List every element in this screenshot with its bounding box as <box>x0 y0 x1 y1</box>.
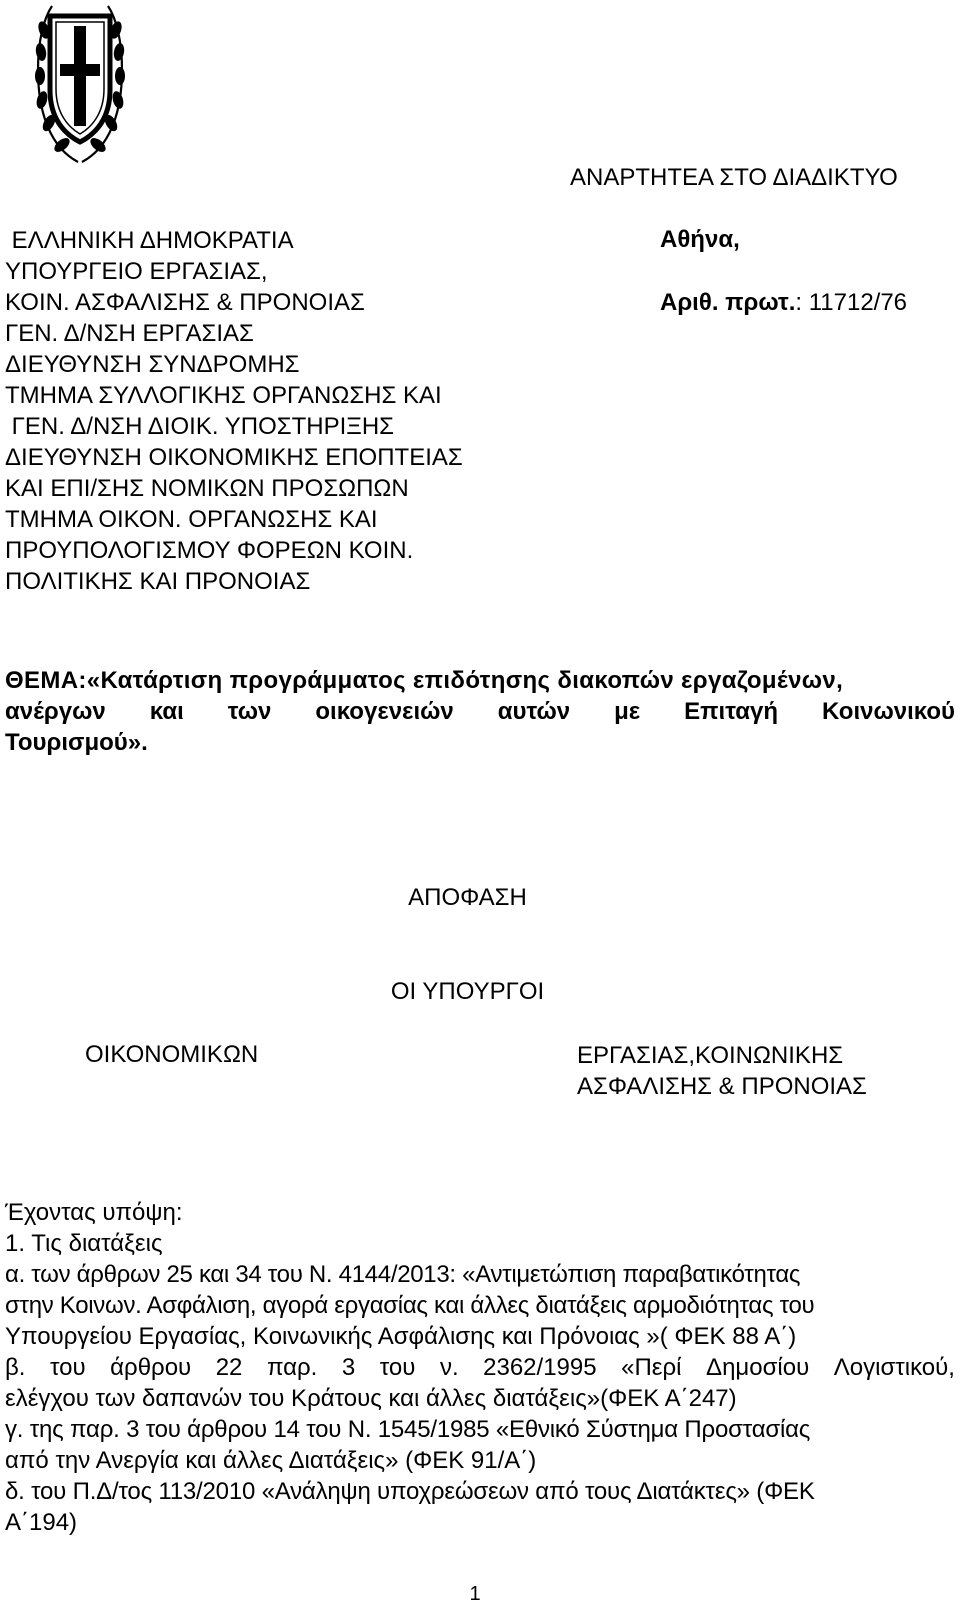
provision-line: α. των άρθρων 25 και 34 του Ν. 4144/2013: «Αντιμετώπιση παραβατικότητας <box>5 1261 801 1288</box>
subject-word: ανέργων <box>5 698 106 725</box>
subject-word: Επιταγή <box>684 698 779 725</box>
agency-line: ΠΡΟΥΠΟΛΟΓΙΣΜΟΥ ΦΟΡΕΩΝ ΚΟΙΝ. <box>5 537 414 564</box>
provision-line: ελέγχου των δαπανών του Κράτους και άλλες διατάξεις»(ΦΕΚ Α΄247) <box>5 1385 737 1412</box>
agency-line: ΚΑΙ ΕΠΙ/ΣΗΣ ΝΟΜΙΚΩΝ ΠΡΟΣΩΠΩΝ <box>5 475 409 502</box>
agency-line: ΕΛΛΗΝΙΚΗ ΔΗΜΟΚΡΑΤΙΑ <box>5 227 294 254</box>
minister-economy: ΟΙΚΟΝΟΜΙΚΩΝ <box>85 1041 259 1068</box>
city-date-label: Αθήνα, <box>660 226 740 253</box>
considering-block <box>5 1197 955 1538</box>
minister-labour-line: ΕΡΓΑΣΙΑΣ,ΚΟΙΝΩΝΙΚΗΣ <box>577 1042 844 1069</box>
greek-coat-of-arms-icon <box>34 0 126 168</box>
provision-line: Υπουργείου Εργασίας, Κοινωνικής Ασφάλισης και Πρόνοιας »( ΦΕΚ 88 Α΄) <box>5 1323 797 1350</box>
agency-line: ΔΙΕΥΘΥΝΣΗ ΣΥΝΔΡΟΜΗΣ <box>5 351 300 378</box>
provision-line: από την Ανεργία και άλλες Διατάξεις» (ΦΕΚ 91/Α΄) <box>5 1447 537 1474</box>
provision-word: 3 <box>341 1354 356 1381</box>
subject-word: και <box>149 698 184 725</box>
subject-block <box>5 665 955 758</box>
provision-line: στην Κοινων. Ασφάλιση, αγορά εργασίας και άλλες διατάξεις αρμοδιότητας του <box>5 1292 815 1319</box>
provision-word: 2362/1995 <box>483 1354 597 1381</box>
provision-word: Δημοσίου <box>706 1354 810 1381</box>
considering-item: 1. Τις διατάξεις <box>5 1230 163 1257</box>
subject-line-justified <box>5 696 955 727</box>
subject-word: αυτών <box>497 698 571 725</box>
subject-line: Τουρισμού». <box>5 729 148 756</box>
agency-line: ΤΜΗΜΑ ΟΙΚΟΝ. ΟΡΓΑΝΩΣΗΣ ΚΑΙ <box>5 506 378 533</box>
subject-word: οικογενειών <box>315 698 454 725</box>
provision-word: ν. <box>439 1354 459 1381</box>
provision-word: παρ. <box>266 1354 318 1381</box>
protocol-number <box>660 288 907 318</box>
provision-line: γ. της παρ. 3 του άρθρου 14 του Ν. 1545/1985 «Εθνικό Σύστημα Προστασίας <box>5 1416 811 1443</box>
protocol-value: : 11712/76 <box>795 289 908 316</box>
protocol-label: Αριθ. πρωτ. <box>660 289 796 316</box>
provision-line: Α΄194) <box>5 1509 78 1536</box>
provision-word: β. <box>5 1354 26 1381</box>
provision-word: Λογιστικού, <box>833 1354 955 1381</box>
page-number: 1 <box>469 1583 481 1605</box>
minister-labour-line: ΑΣΦΑΛΙΣΗΣ & ΠΡΟΝΟΙΑΣ <box>577 1073 867 1100</box>
agency-line: ΓΕΝ. Δ/ΝΣΗ ΔΙΟΙΚ. ΥΠΟΣΤΗΡΙΞΗΣ <box>5 413 395 440</box>
provision-line: δ. του Π.Δ/τος 113/2010 «Ανάληψη υποχρεώσεων από τους Διατάκτες» (ΦΕΚ <box>5 1478 815 1505</box>
minister-labour <box>577 1040 867 1102</box>
considering-heading: Έχοντας υπόψη: <box>5 1199 183 1226</box>
provision-line-justified <box>5 1352 955 1383</box>
agency-line: ΓΕΝ. Δ/ΝΣΗ ΕΡΓΑΣΙΑΣ <box>5 320 254 347</box>
subject-word: Κοινωνικού <box>822 698 955 725</box>
agency-line: ΠΟΛΙΤΙΚΗΣ ΚΑΙ ΠΡΟΝΟΙΑΣ <box>5 568 311 595</box>
issuing-agency-block <box>5 225 463 597</box>
agency-line: ΚΟΙΝ. ΑΣΦΑΛΙΣΗΣ & ΠΡΟΝΟΙΑΣ <box>5 289 365 316</box>
publish-online-label: ΑΝΑΡΤΗΤΕΑ ΣΤΟ ΔΙΑΔΙΚΤΥΟ <box>570 164 898 191</box>
subject-line: ΘΕΜΑ:«Κατάρτιση προγράμματος επιδότησης διακοπών εργαζομένων, <box>5 667 844 694</box>
subject-word: των <box>227 698 272 725</box>
agency-line: ΔΙΕΥΘΥΝΣΗ ΟΙΚΟΝΟΜΙΚΗΣ ΕΠΟΠΤΕΙΑΣ <box>5 444 463 471</box>
decision-title: ΑΠΟΦΑΣΗ <box>408 884 527 911</box>
provision-word: 22 <box>215 1354 243 1381</box>
provision-word: του <box>50 1354 86 1381</box>
provision-word: «Περί <box>621 1354 682 1381</box>
agency-line: ΤΜΗΜΑ ΣΥΛΛΟΓΙΚΗΣ ΟΡΓΑΝΩΣΗΣ ΚΑΙ <box>5 382 442 409</box>
subject-word: με <box>614 698 641 725</box>
provision-word: του <box>379 1354 416 1381</box>
agency-line: ΥΠΟΥΡΓΕΙΟ ΕΡΓΑΣΙΑΣ, <box>5 258 268 285</box>
ministers-title: ΟΙ ΥΠΟΥΡΓΟΙ <box>390 978 545 1005</box>
provision-word: άρθρου <box>110 1354 192 1381</box>
